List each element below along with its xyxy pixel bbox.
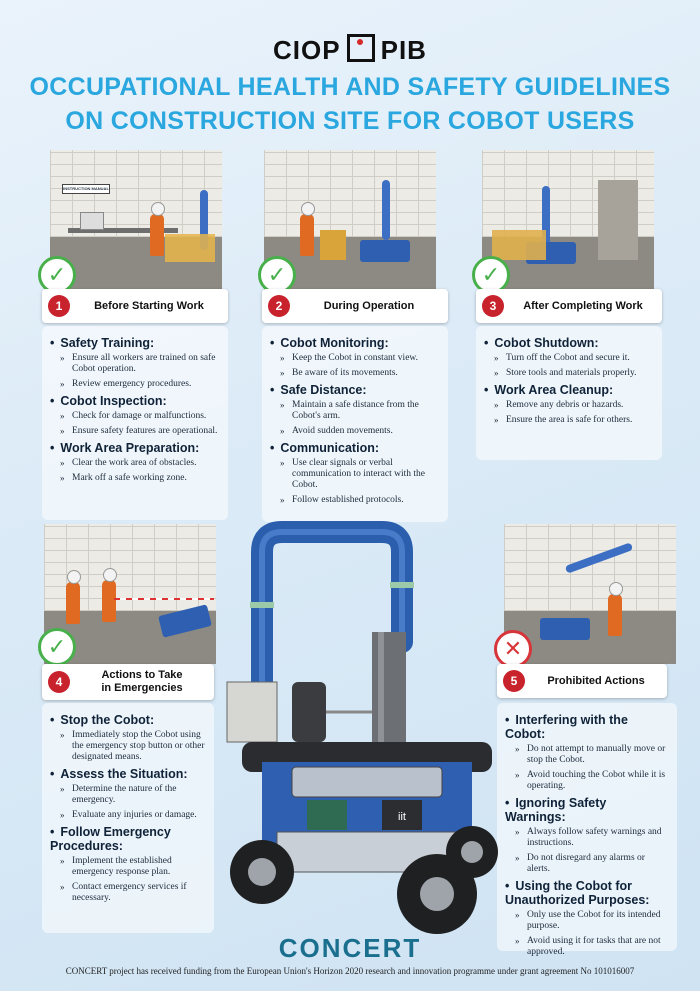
section-5-header [497,664,667,698]
section-1-item: » Review emergency procedures. [50,379,220,390]
section-5-item: » Always follow safety warnings and instructions. [505,827,669,849]
section-5-item: » Avoid touching the Cobot while it is operating. [505,770,669,792]
section-4-item: » Evaluate any injuries or damage. [50,810,206,821]
section-1-item: » Clear the work area of obstacles. [50,458,220,469]
check-icon: ✓ [38,256,76,294]
section-3-heading: • Cobot Shutdown: [484,336,654,350]
cobot-iit-label: iit [398,811,406,823]
section-2-item: » Avoid sudden movements. [270,426,440,437]
section-1-header [42,289,228,323]
section-3-item: » Turn off the Cobot and secure it. [484,353,654,364]
section-2-item: » Use clear signals or verbal communication to interact with the Cobot. [270,458,440,491]
section-2-item: » Maintain a safe distance from the Cobot's arm. [270,400,440,422]
section-2-heading: • Communication: [270,441,440,455]
section-4-heading: • Follow Emergency Procedures: [50,825,206,853]
section-2-heading: • Cobot Monitoring: [270,336,440,350]
section-3-heading: • Work Area Cleanup: [484,383,654,397]
section-3-item: » Remove any debris or hazards. [484,400,654,411]
section-2-item: » Keep the Cobot in constant view. [270,353,440,364]
section-4-title: Actions to Take in Emergencies [101,669,183,694]
check-icon: ✓ [472,256,510,294]
cobot-illustration [222,522,507,942]
section-3-item: » Ensure the area is safe for others. [484,415,654,426]
section-4-item: » Implement the established emergency response plan. [50,856,206,878]
section-1-panel [42,326,228,520]
concert-logo: CONCERT [278,933,422,963]
logo-right-text: PIB [380,35,427,65]
section-3-panel [476,326,662,460]
section-5-heading: • Ignoring Safety Warnings: [505,796,669,824]
cross-icon: ✕ [494,630,532,668]
section-2-number: 2 [268,295,290,317]
section-5-number: 5 [503,670,525,692]
photo-before-work [50,150,222,290]
section-1-heading: • Work Area Preparation: [50,441,220,455]
section-3-header [476,289,662,323]
section-4-item: » Immediately stop the Cobot using the emergency stop button or other designated means. [50,730,206,763]
section-5-title: Prohibited Actions [547,674,645,687]
section-1-heading: • Cobot Inspection: [50,394,220,408]
section-2-item: » Follow established protocols. [270,495,440,506]
section-2-item: » Be aware of its movements. [270,368,440,379]
check-icon: ✓ [38,628,76,666]
section-5-item: » Do not disregard any alarms or alerts. [505,853,669,875]
section-1-number: 1 [48,295,70,317]
section-5-item: » Only use the Cobot for its intended purpose. [505,910,669,932]
section-5-heading: • Interfering with the Cobot: [505,713,669,741]
ciop-pib-logo [0,34,700,66]
section-2-title: During Operation [323,299,415,312]
logo-mark-icon [347,34,375,62]
funding-notice: CONCERT project has received funding from the European Union's Horizon 2020 research and innovation programme under grant agreement No 101016007 [65,966,635,976]
section-2-panel [262,326,448,522]
section-1-title: Before Starting Work [94,299,204,312]
section-4-item: » Contact emergency services if necessary. [50,882,206,904]
section-4-heading: • Stop the Cobot: [50,713,206,727]
section-5-item: » Do not attempt to manually move or stop the Cobot. [505,744,669,766]
section-1-item: » Ensure safety features are operational. [50,426,220,437]
section-4-heading: • Assess the Situation: [50,767,206,781]
poster-title-line1: OCCUPATIONAL HEALTH AND SAFETY GUIDELINES [29,73,671,101]
check-icon: ✓ [258,256,296,294]
section-4-header [42,664,214,700]
section-2-header [262,289,448,323]
poster-title-line2: ON CONSTRUCTION SITE FOR COBOT USERS [65,107,635,135]
section-1-item: » Check for damage or malfunctions. [50,411,220,422]
section-4-item: » Determine the nature of the emergency. [50,784,206,806]
section-4-panel [42,703,214,933]
section-5-panel [497,703,677,957]
section-1-heading: • Safety Training: [50,336,220,350]
section-5-heading: • Using the Cobot for Unauthorized Purposes: [505,879,669,907]
section-3-number: 3 [482,295,504,317]
section-3-item: » Store tools and materials properly. [484,368,654,379]
section-4-number: 4 [48,671,70,693]
section-1-item: » Ensure all workers are trained on safe Cobot operation. [50,353,220,375]
section-1-item: » Mark off a safe working zone. [50,473,220,484]
section-5-item: » Avoid using it for tasks that are not approved. [505,936,669,958]
section-2-heading: • Safe Distance: [270,383,440,397]
section-3-title: After Completing Work [523,299,643,312]
logo-left-text: CIOP [273,35,341,65]
instruction-manual-sign: INSTRUCTION MANUAL [62,184,110,194]
